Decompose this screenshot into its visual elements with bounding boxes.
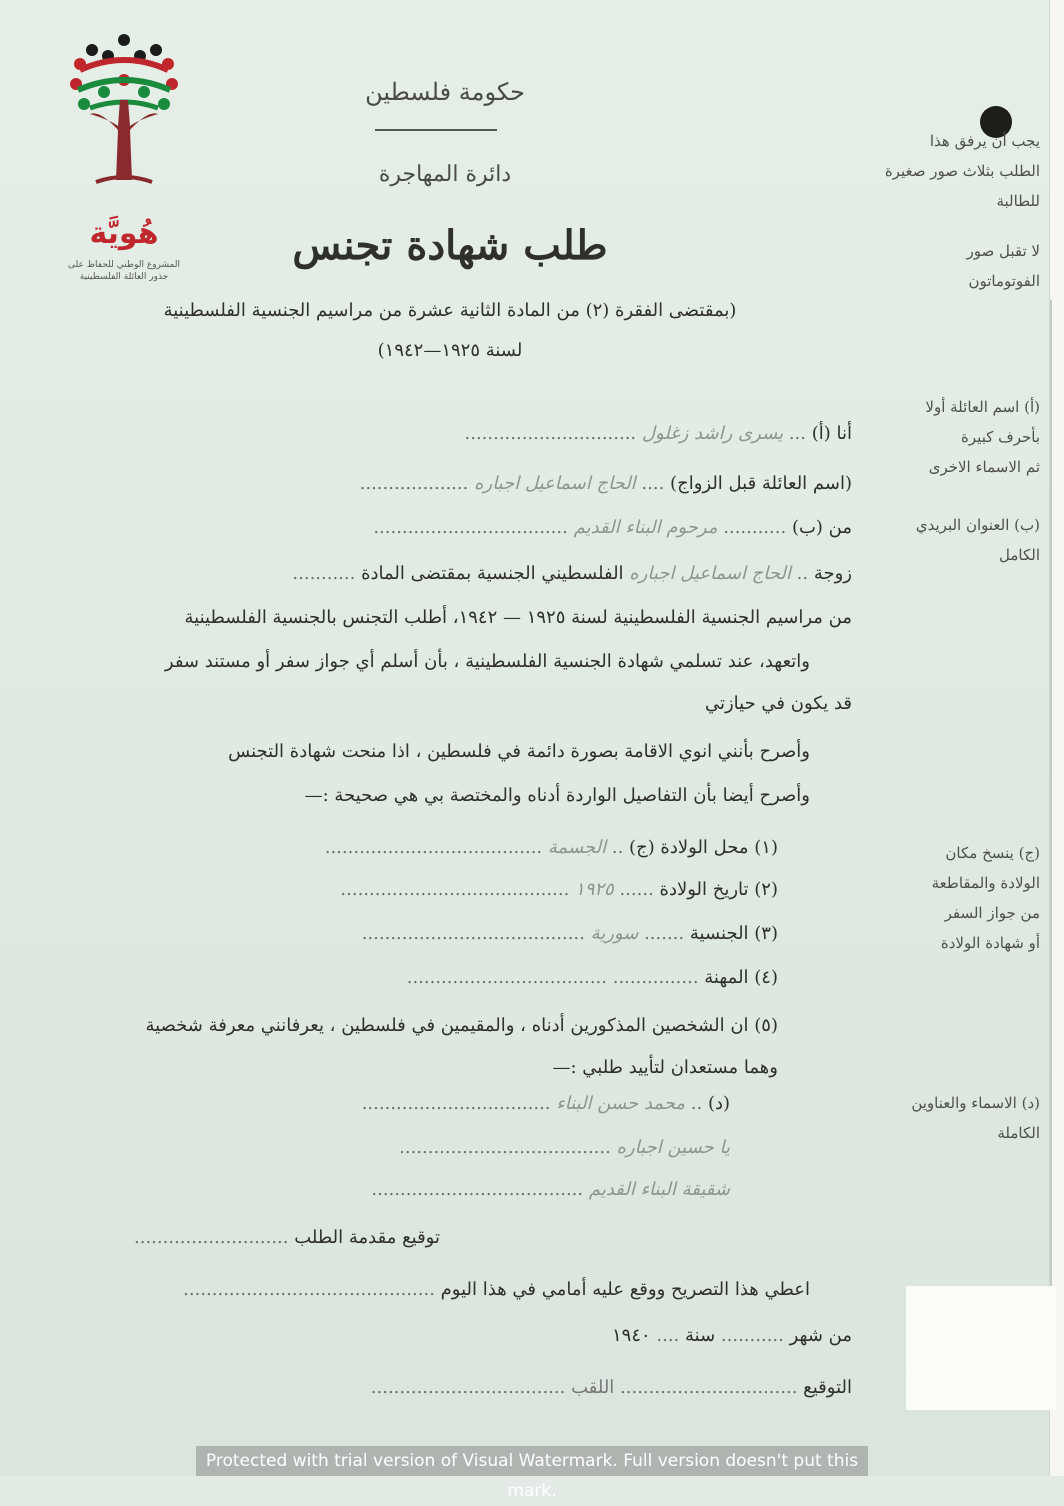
hawiya-logo [60,30,188,290]
logo-subtitle: المشروع الوطني للحفاظ على [67,260,180,270]
legal-basis-year: لسنة ١٩٢٥—١٩٤٢) [377,340,523,361]
paper-label-sticker [906,1286,1056,1410]
department-heading: دائرة المهاجرة [378,162,512,187]
referee-row: شقيقة البناء القديم ..................................... [371,1179,730,1200]
address-value[interactable]: مرحوم البناء القديم [573,517,718,538]
date-row: من شهر ........... سنة .... ١٩٤٠ [611,1325,852,1346]
nationality-value[interactable]: سورية [590,923,639,944]
official-signature-label: التوقيع [803,1377,852,1398]
trial-watermark: Protected with trial version of Visual Watermark. Full version doesn't put this mark. [196,1446,868,1476]
referee-label: (د) [707,1093,730,1114]
occupation-row: (٤) المهنة ............... ................................... [406,967,778,988]
paragraph-line: واتعهد، عند تسلمي شهادة الجنسية الفلسطينية ، بأن أسلم أي جواز سفر أو مستند سفر [164,651,810,672]
government-heading: حكومة فلسطين [365,78,525,106]
official-signature-row: التوقيع ............................... اللقب .................................. [370,1377,852,1398]
wife-row: زوجة .. الحاج اسماعيل اجباره الفلسطيني الجنسية بمقتضى المادة ........... [292,563,852,584]
paragraph-line: من مراسيم الجنسية الفلسطينية لسنة ١٩٢٥ — ١٩٤٢، أطلب التجنس بالجنسية الفلسطينية [184,607,852,628]
referee-row: يا حسين اجباره ..................................... [399,1137,730,1158]
wife-suffix: الفلسطيني الجنسية بمقتضى المادة [361,563,624,584]
photos-note: يجب أن يرفق هذا الطلب بثلاث صور صغيرة للطالبة [884,132,1040,210]
maiden-name-value[interactable]: الحاج اسماعيل اجباره [474,473,636,494]
year-value: ١٩٤٠ [611,1325,651,1346]
applicant-signature-row: توقيع مقدمة الطلب ........................... [134,1227,440,1248]
address-row: من (ب) ........... مرحوم البناء القديم .................................. [373,517,852,538]
wife-label: زوجة [813,563,852,584]
paragraph-line: قد يكون في حيازتي [704,693,852,714]
maiden-name-label: (اسم العائلة قبل الزواج) [670,473,852,494]
fold-line [1050,300,1052,1300]
applicant-name-value[interactable]: يسرى راشد زغلول [641,423,784,444]
month-label: من شهر [789,1325,852,1346]
referees-line: وهما مستعدان لتأييد طلبي :— [552,1057,778,1078]
applicant-signature-label: توقيع مقدمة الطلب [294,1227,440,1248]
referee-2-value[interactable]: يا حسين اجباره [616,1137,730,1158]
declaration-line: وأصرح بأنني انوي الاقامة بصورة دائمة في فلسطين ، اذا منحت شهادة التجنس [228,741,810,762]
note-a: (أ) اسم العائلة أولا بأحرف كبيرة ثم الاسماء الاخرى [925,398,1040,476]
applicant-name-label: أنا (أ) [811,423,852,444]
logo-subtitle: جذور العائلة الفلسطينية [79,272,169,282]
photomaton-note: لا تقبل صور الفوتوماتون [966,242,1040,290]
maiden-name-row: (اسم العائلة قبل الزواج) .... الحاج اسماعيل اجباره ................... [359,473,852,494]
occupation-label: (٤) المهنة [704,967,778,988]
family-tree-icon [60,30,188,210]
declaration-line: وأصرح أيضا بأن التفاصيل الواردة أدناه والمختصة بي هي صحيحة :— [304,785,810,806]
note-b: (ب) العنوان البريدي الكامل [915,516,1040,564]
year-label: سنة [685,1325,716,1346]
referee-row: (د) .. محمد حسن البناء ................................. [361,1093,730,1114]
birthplace-label: (١) محل الولادة (ج) [629,837,778,858]
referees-line: (٥) ان الشخصين المذكورين أدناه ، والمقيمين في فلسطين ، يعرفانني معرفة شخصية [145,1015,778,1036]
legal-basis: (بمقتضى الفقرة (٢) من المادة الثانية عشرة من مراسيم الجنسية الفلسطينية [163,300,737,321]
witness-row: اعطي هذا التصريح ووقع عليه أمامي في هذا اليوم ............................................ [183,1279,810,1300]
logo-wordmark: هُويَّة [89,216,159,251]
birthplace-row: (١) محل الولادة (ج) .. الجسمة ...................................... [324,837,778,858]
address-label: من (ب) [791,517,852,538]
birthdate-value[interactable]: ١٩٢٥ [575,879,614,900]
form-title: طلب شهادة تجنس [292,222,608,269]
applicant-name-row: أنا (أ) ... يسرى راشد زغلول .............................. [464,423,852,444]
note-c: (ج) ينسخ مكان الولادة والمقاطعة من جواز السفر أو شهادة الولادة [931,844,1040,952]
heading-divider [375,129,497,131]
witness-text: اعطي هذا التصريح ووقع عليه أمامي في هذا اليوم [440,1279,810,1300]
nationality-row: (٣) الجنسية ....... سورية ....................................... [361,923,778,944]
referee-3-value[interactable]: شقيقة البناء القديم [588,1179,730,1200]
birthdate-label: (٢) تاريخ الولادة [659,879,778,900]
birthplace-value[interactable]: الجسمة [547,837,607,858]
husband-name-value[interactable]: الحاج اسماعيل اجباره [629,563,791,584]
nationality-label: (٣) الجنسية [689,923,778,944]
official-title-label: اللقب [571,1377,615,1398]
referee-1-value[interactable]: محمد حسن البناء [556,1093,686,1114]
birthdate-row: (٢) تاريخ الولادة ...... ١٩٢٥ ........................................ [340,879,778,900]
note-d: (د) الاسماء والعناوين الكاملة [911,1094,1040,1142]
